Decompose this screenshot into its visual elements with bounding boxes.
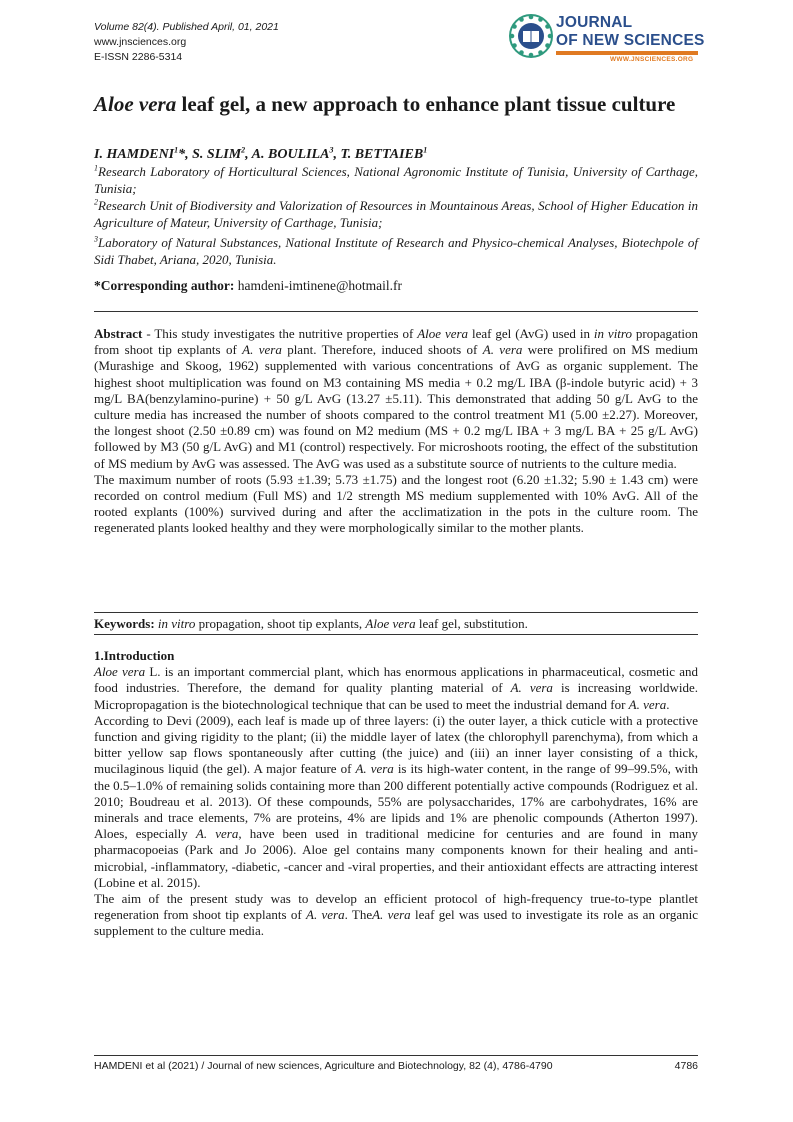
affiliation-text: Research Laboratory of Horticultural Sciences, National Agronomic Institute of Tunisia, University of Carthage, Tunisia; bbox=[94, 164, 698, 196]
keywords-italic: in vitro bbox=[157, 616, 196, 631]
corresponding-label: *Corresponding author: bbox=[94, 278, 235, 293]
abstract-text: plant. Therefore, induced shoots of bbox=[281, 342, 483, 358]
introduction-section bbox=[94, 648, 698, 940]
intro-text: . bbox=[666, 696, 670, 712]
abstract-paragraph-2: The maximum number of roots (5.93 ±1.39; 5.73 ±1.75) and the longest root (6.20 ±1.32; 5.90 ± 1.43 cm) were recorded on control medium (Full MS) and 1/2 strength MS medium supplemented with 10% AvG. All of the rooted explants (100%) survived during and after the acclimatization in the pots in the culture room. The regenerated plants looked healthy and they were morphologically similar to the mother plants. bbox=[94, 471, 698, 536]
volume-line: Volume 82(4). Published April, 01, 2021 bbox=[94, 21, 279, 33]
section-heading: 1.Introduction bbox=[94, 648, 175, 663]
intro-text: According to Devi (2009), each leaf is made up of three layers: (i) the outer layer, a thick cuticle with a protective function and giving rigidity to the plant; (ii) the middle layer of latex (the chlorophyll parenchyma), from which a bitter yellow sap flows spontaneously after cutting (the juice) and (iii) an inner layer consisting of a thick, mucilaginous liquid (the gel). A major feature of bbox=[94, 712, 698, 777]
logo-underline bbox=[556, 51, 698, 55]
divider-top bbox=[94, 311, 698, 312]
author-sup: 2 bbox=[241, 145, 246, 155]
author-sup: 1 bbox=[423, 145, 428, 155]
abstract-italic: A. vera bbox=[482, 342, 523, 358]
website-line[interactable]: www.jnsciences.org bbox=[94, 36, 187, 48]
author-sup: 1 bbox=[174, 145, 179, 155]
intro-text: is increasing worldwide. Micropropagation is the biotechnological technique that can be used to meet the industrial demand for bbox=[94, 680, 698, 712]
abstract-text: propagation from shoot tip explants of bbox=[94, 326, 699, 358]
author-list bbox=[94, 147, 427, 163]
journal-header bbox=[94, 20, 279, 65]
intro-italic: A. vera bbox=[628, 696, 667, 712]
abstract-text: were prolifired on MS medium (Murashige and Skoog, 1962) supplemented with various concentrations of AvG as organic supplement. The highest shoot multiplication was found on M3 containing MS media + 0.2 mg/L IBA (β-indole butyric acid) + 3 mg/L BA(benzylamino-purine) + 50 g/L AvG (13.27 ±5.11). This demonstrated that adding 50 g/L AvG to the culture media has increased the number of shoots compared to the control treatment M1 (5.00 ±2.27). Moreover, the longest shoot (2.50 ±0.89 cm) was found on M2 medium (MS + 0.2 mg/L IBA + 3 mg/L BA + 25 g/L AvG) followed by M3 (50 g/L AvG) and M1 (control) respectively. For microshoots rooting, the effect of the substitution of MS medium by AvG was assessed. The AvG was used as a substitute source of nutrients to the culture media. bbox=[94, 342, 699, 471]
intro-italic: A. vera bbox=[372, 907, 411, 923]
logo-emblem-icon bbox=[508, 13, 554, 59]
author-name: A. BOULILA bbox=[251, 147, 330, 162]
intro-text: L. is an important commercial plant, which has enormous applications in pharmaceutical, cosmetic and food industries. Therefore, the demand for quality planting material of bbox=[94, 664, 699, 696]
author-name: I. HAMDENI bbox=[94, 147, 175, 162]
abstract-italic: in vitro bbox=[593, 326, 632, 341]
intro-text: The aim of the present study was to develop an efficient protocol of high-frequency true-to-type plantlet regeneration from shoot tip explants of bbox=[94, 891, 698, 923]
affiliation-1 bbox=[94, 163, 698, 197]
intro-italic: A. vera bbox=[510, 680, 553, 696]
intro-text: is its high-water content, in the range of 99–99.5%, with the 0.5–1.0% of remaining solids containing more than 200 different potentially active compounds (Rodriguez et al. 2010; Boudreau et al. 2013). Of these compounds, 55% are polysaccharides, 17% are carbohydrates, 16% are minerals and trace elements, 7% are proteins, 4% are lipids and 1% are phenolic compounds (Atherton 1997). Aloes, especially bbox=[94, 761, 698, 842]
abstract-text: leaf gel (AvG) used in bbox=[468, 326, 594, 341]
footer-divider bbox=[94, 1055, 698, 1056]
corresponding-email[interactable]: hamdeni-imtinene@hotmail.fr bbox=[234, 278, 403, 293]
keywords-label: Keywords: bbox=[94, 616, 155, 631]
keywords-text: leaf gel, substitution. bbox=[415, 616, 528, 631]
affiliation-3 bbox=[94, 234, 698, 268]
logo-title-line2: OF NEW SCIENCES bbox=[556, 32, 705, 49]
intro-text: . The bbox=[344, 907, 373, 923]
keywords-line bbox=[94, 616, 698, 632]
intro-italic: A. vera bbox=[195, 826, 239, 842]
page-footer bbox=[94, 1060, 698, 1072]
intro-italic: A. vera bbox=[306, 907, 345, 923]
divider-keywords-bottom bbox=[94, 634, 698, 635]
title-italic: Aloe vera bbox=[94, 92, 177, 116]
affiliation-sup: 3 bbox=[94, 234, 98, 244]
intro-paragraph-2 bbox=[94, 713, 698, 891]
author-sup: 3 bbox=[329, 145, 334, 155]
affiliation-2 bbox=[94, 197, 698, 231]
logo-title-line1: JOURNAL bbox=[556, 14, 633, 31]
intro-italic: A. vera bbox=[355, 761, 394, 777]
abstract-italic: A. vera bbox=[242, 342, 282, 358]
journal-logo bbox=[508, 13, 708, 65]
page-number: 4786 bbox=[674, 1060, 698, 1072]
abstract-section bbox=[94, 326, 698, 537]
intro-paragraph-3 bbox=[94, 891, 698, 940]
abstract-text: - This study investigates the nutritive properties of bbox=[142, 326, 418, 341]
divider-keywords-top bbox=[94, 612, 698, 613]
keywords-text: propagation, shoot tip explants, bbox=[195, 616, 366, 631]
intro-text: , have been used in traditional medicine for centuries and are found in many pharmacopoeias (Park and Jo 2006). Aloe gel contains many components known for their healing and anti-microbial, -inflammatory, -diabetic, -cancer and -viral properties, and their antioxidant effects are attracting interest (Lobine et al. 2015). bbox=[94, 826, 698, 890]
keywords-italic: Aloe vera bbox=[365, 616, 416, 631]
author-sep: , bbox=[333, 147, 341, 162]
abstract-label: Abstract bbox=[94, 326, 143, 341]
affiliation-text: Research Unit of Biodiversity and Valorization of Resources in Mountainous Areas, School of Higher Education in Agriculture of Mateur, University of Carthage, Tunisia; bbox=[94, 198, 698, 230]
logo-url: WWW.JNSCIENCES.ORG bbox=[610, 56, 694, 63]
title-rest: leaf gel, a new approach to enhance plant tissue culture bbox=[176, 92, 676, 116]
paper-title bbox=[94, 92, 714, 117]
intro-paragraph-1 bbox=[94, 664, 698, 713]
author-name: T. BETTAIEB bbox=[340, 147, 424, 162]
corresponding-author bbox=[94, 278, 402, 294]
footer-citation: HAMDENI et al (2021) / Journal of new sciences, Agriculture and Biotechnology, 82 (4), 4786-4790 bbox=[94, 1060, 553, 1072]
affiliation-text: Laboratory of Natural Substances, National Institute of Research and Physico-chemical Analyses, Biotechpole of Sidi Thabet, Ariana, 2020, Tunisia. bbox=[94, 235, 698, 267]
author-sep: *, bbox=[178, 147, 193, 162]
author-name: S. SLIM bbox=[192, 147, 242, 162]
intro-italic: Aloe vera bbox=[94, 664, 146, 680]
author-sep: , bbox=[245, 147, 252, 162]
abstract-italic: Aloe vera bbox=[417, 326, 469, 341]
abstract-paragraph-1 bbox=[94, 326, 698, 472]
intro-text: leaf gel was used to investigate its role as an organic supplement to the culture media. bbox=[94, 907, 698, 939]
affiliation-sup: 2 bbox=[94, 197, 98, 207]
affiliation-sup: 1 bbox=[94, 163, 98, 173]
issn-line: E-ISSN 2286-5314 bbox=[94, 51, 183, 63]
